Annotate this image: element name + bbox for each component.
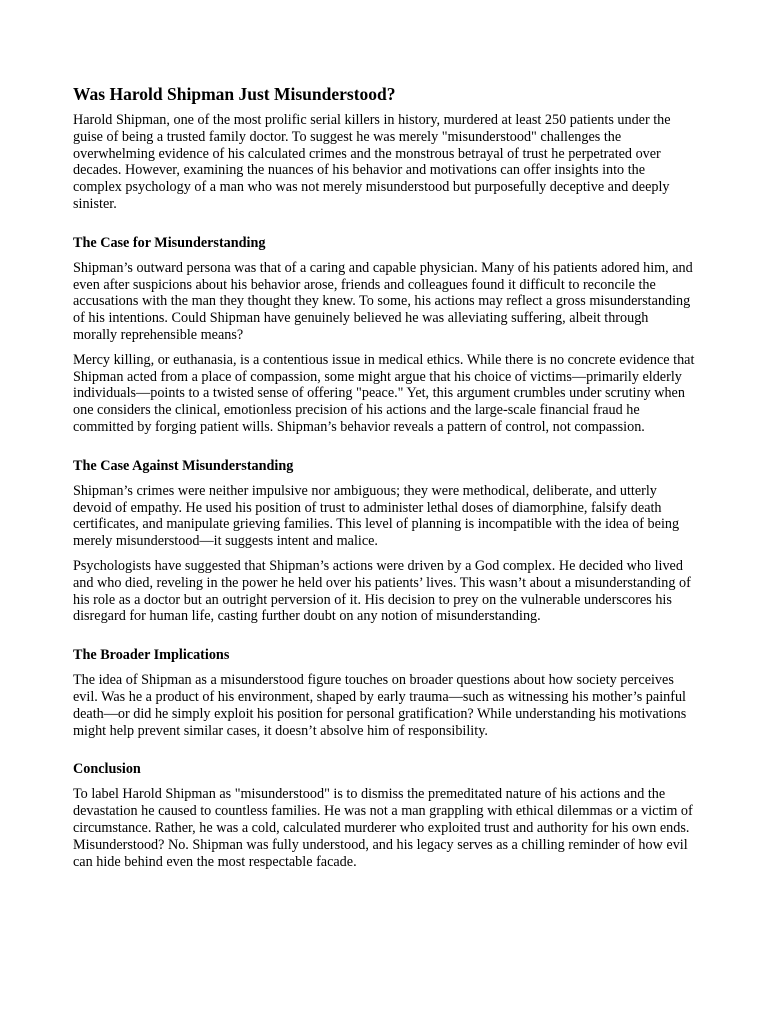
document-page [73,84,695,878]
document-title: Was Harold Shipman Just Misunderstood? [73,84,396,104]
section-case-for [73,235,695,436]
section-paragraph: Psychologists have suggested that Shipman’s actions were driven by a God complex. He decided who lived and who died, reveling in the power he held over his patients’ lives. This wasn’t about a misunderstanding of his role as a doctor but an outright perversion of it. His decision to prey on the vulnerable underscores his disregard for human life, casting further doubt on any notion of misunderstanding. [73,557,691,625]
section-heading: The Broader Implications [73,647,230,664]
section-paragraph: Shipman’s outward persona was that of a caring and capable physician. Many of his patients adored him, and even after suspicions about his behavior arose, friends and colleagues found it difficult to reconcile the accusations with the man they thought they knew. To some, his actions may reflect a gross misunderstanding of his intentions. Could Shipman have genuinely believed he was alleviating suffering, albeit through morally reprehensible means? [73,259,693,343]
section-paragraph: The idea of Shipman as a misunderstood figure touches on broader questions about how society perceives evil. Was he a product of his environment, shaped by early trauma—such as witnessing his mother’s painful death—or did he simply exploit his position for personal gratification? While understanding his motivations might help prevent similar cases, it doesn’t absolve him of responsibility. [73,672,687,739]
section-heading: The Case for Misunderstanding [73,234,266,251]
section-paragraph: Shipman’s crimes were neither impulsive nor ambiguous; they were methodical, deliberate, and utterly devoid of empathy. He used his position of trust to administer lethal doses of diamorphine, falsify death certificates, and manipulate grieving families. This level of planning is incompatible with the idea of being merely misunderstood—it suggests intent and malice. [73,482,680,550]
section-heading: Conclusion [73,761,141,778]
section-conclusion [73,761,695,870]
section-paragraph: Mercy killing, or euthanasia, is a contentious issue in medical ethics. While there is no concrete evidence that Shipman acted from a place of compassion, some might argue that his choice of victims—primarily elderly individuals—points to a twisted sense of offering "peace." Yet, this argument crumbles under scrutiny when one considers the clinical, emotionless precision of his actions and the large-scale financial fraud he committed by forging patient wills. Shipman’s behavior reveals a pattern of control, not compassion. [73,351,695,435]
section-heading: The Case Against Misunderstanding [73,457,294,474]
section-case-against [73,458,695,625]
intro-paragraph: Harold Shipman, one of the most prolific serial killers in history, murdered at least 250 patients under the guise of being a trusted family doctor. To suggest he was merely "misunderstood" challenges the overwhelming evidence of his calculated crimes and the monstrous betrayal of trust he perpetrated over decades. However, examining the nuances of his behavior and motivations can offer insights into the complex psychology of a man who was not merely misunderstood but purposefully deceptive and deeply sinister. [73,112,671,212]
section-paragraph: To label Harold Shipman as "misunderstood" is to dismiss the premeditated nature of his actions and the devastation he caused to countless families. He was not a man grappling with ethical dilemmas or a victim of circumstance. Rather, he was a cold, calculated murderer who exploited trust and authority for his own ends. Misunderstood? No. Shipman was fully understood, and his legacy serves as a chilling reminder of how evil can hide behind even the most respectable facade. [73,786,693,870]
section-broader-implications [73,647,695,739]
